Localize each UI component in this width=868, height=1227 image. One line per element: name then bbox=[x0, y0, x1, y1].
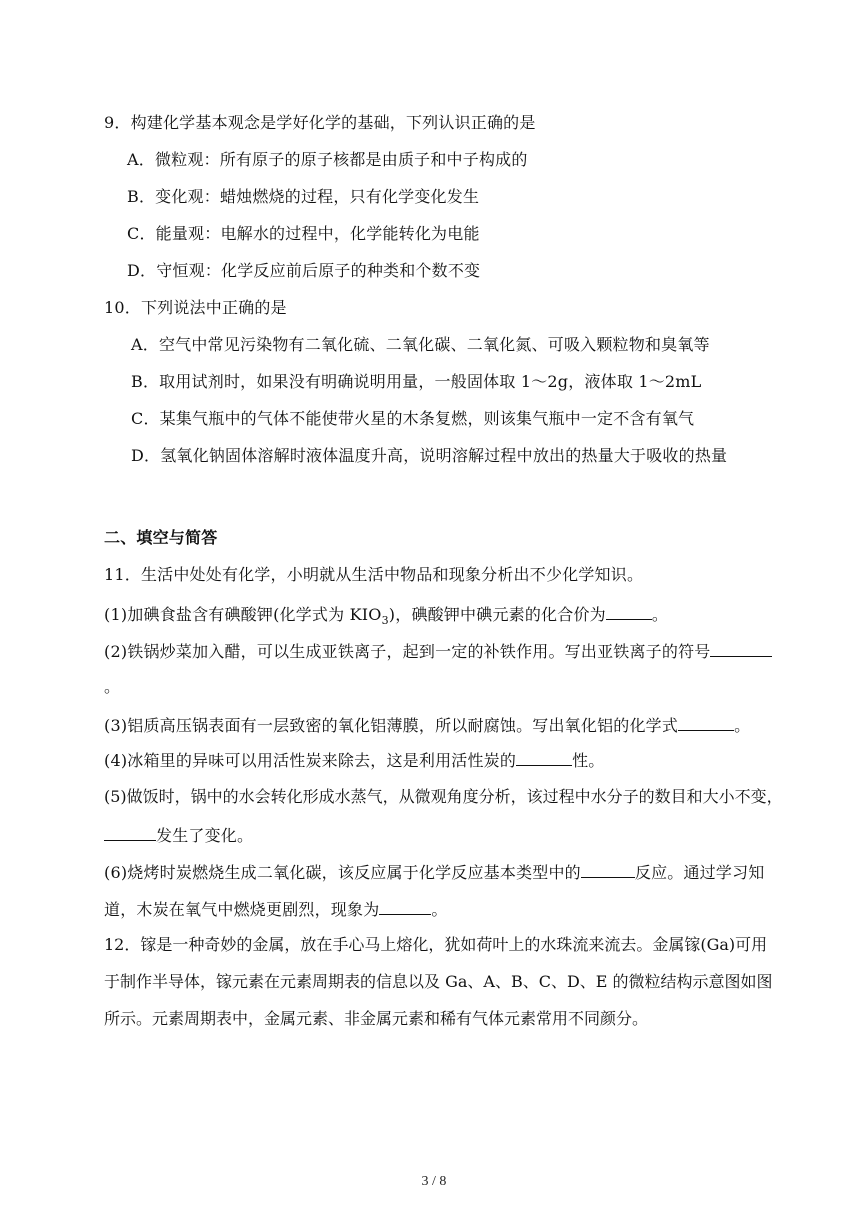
q11-part6-text-c: 道，木炭在氧气中燃烧更剧烈，现象为 bbox=[104, 900, 380, 919]
q11-part4-blank[interactable] bbox=[516, 748, 572, 766]
q9-option-a: A．微粒观：所有原子的原子核都是由质子和中子构成的 bbox=[127, 150, 528, 169]
q11-part2 bbox=[104, 639, 772, 663]
section-heading: 二、填空与简答 bbox=[104, 528, 218, 547]
q11-stem: 11．生活中处处有化学，小明就从生活中物品和现象分析出不少化学知识。 bbox=[104, 565, 644, 584]
q9-stem: 9．构建化学基本观念是学好化学的基础，下列认识正确的是 bbox=[104, 113, 536, 132]
q11-part1-text-c: 。 bbox=[651, 605, 669, 624]
q11-part4-text-b: 性。 bbox=[572, 751, 605, 770]
q10-stem: 10．下列说法中正确的是 bbox=[104, 298, 287, 317]
q11-part2-blank[interactable] bbox=[710, 639, 772, 657]
q11-part6-text-a: (6)烧烤时炭燃烧生成二氧化碳，该反应属于化学反应基本类型中的 bbox=[104, 863, 581, 882]
q11-part4 bbox=[104, 748, 604, 772]
q11-part5-blank[interactable] bbox=[104, 823, 156, 841]
q11-part1-text-b: )，碘酸钾中碘元素的化合价为 bbox=[388, 605, 606, 624]
q11-part6-text-b: 反应。通过学习知 bbox=[634, 863, 765, 882]
q11-part1-blank[interactable] bbox=[606, 602, 652, 620]
q9-option-d: D．守恒观：化学反应前后原子的种类和个数不变 bbox=[127, 261, 481, 280]
page-number: 3 / 8 bbox=[421, 1174, 447, 1189]
q11-part5-line2 bbox=[104, 823, 253, 847]
q11-part1 bbox=[104, 602, 668, 626]
q11-part5-text: 发生了变化。 bbox=[156, 826, 254, 845]
q12-line3: 所示。元素周期表中，金属元素、非金属元素和稀有气体元素常用不同颜分。 bbox=[104, 1009, 649, 1028]
q10-option-c: C．某集气瓶中的气体不能使带火星的木条复燃，则该集气瓶中一定不含有氧气 bbox=[131, 409, 695, 428]
q10-option-b: B．取用试剂时，如果没有明确说明用量，一般固体取 1～2g，液体取 1～2mL bbox=[131, 372, 702, 391]
q11-part1-text-a: (1)加碘食盐含有碘酸钾(化学式为 KIO bbox=[104, 605, 382, 624]
q11-part3-text-b: 。 bbox=[734, 716, 751, 735]
q11-part6-blank-1[interactable] bbox=[581, 860, 635, 878]
q9-option-b: B．变化观：蜡烛燃烧的过程，只有化学变化发生 bbox=[127, 187, 480, 206]
q11-part4-text-a: (4)冰箱里的异味可以用活性炭来除去，这是利用活性炭的 bbox=[104, 751, 517, 770]
q11-part3-blank[interactable] bbox=[678, 713, 734, 731]
q11-part6-line2 bbox=[104, 897, 448, 921]
q12-line2: 于制作半导体，镓元素在元素周期表的信息以及 Ga、A、B、C、D、E 的微粒结构示意图如图 bbox=[104, 972, 773, 991]
q11-part5-line1: (5)做饭时，锅中的水会转化形成水蒸气，从微观角度分析，该过程中水分子的数目和大小不变， bbox=[104, 787, 783, 806]
q10-option-a: A．空气中常见污染物有二氧化硫、二氧化碳、二氧化氮、可吸入颗粒物和臭氧等 bbox=[131, 335, 710, 354]
q9-option-c: C．能量观：电解水的过程中，化学能转化为电能 bbox=[127, 224, 480, 243]
q11-part3 bbox=[104, 713, 750, 737]
q11-part6-blank-2[interactable] bbox=[379, 897, 431, 915]
q11-part1-subscript: 3 bbox=[381, 614, 389, 628]
q11-part3-text-a: (3)铝质高压锅表面有一层致密的氧化铝薄膜，所以耐腐蚀。写出氧化铝的化学式 bbox=[104, 716, 679, 735]
q12-line1: 12．镓是一种奇妙的金属，放在手心马上熔化，犹如荷叶上的水珠流来流去。金属镓(Ga)可用 bbox=[104, 935, 768, 954]
q11-part6-line1 bbox=[104, 860, 764, 884]
q11-part6-text-d: 。 bbox=[431, 900, 448, 919]
q11-part2-end: 。 bbox=[104, 677, 121, 696]
q10-option-d: D．氢氧化钠固体溶解时液体温度升高，说明溶解过程中放出的热量大于吸收的热量 bbox=[131, 446, 728, 465]
q11-part2-text: (2)铁锅炒菜加入醋，可以生成亚铁离子，起到一定的补铁作用。写出亚铁离子的符号 bbox=[104, 642, 711, 661]
